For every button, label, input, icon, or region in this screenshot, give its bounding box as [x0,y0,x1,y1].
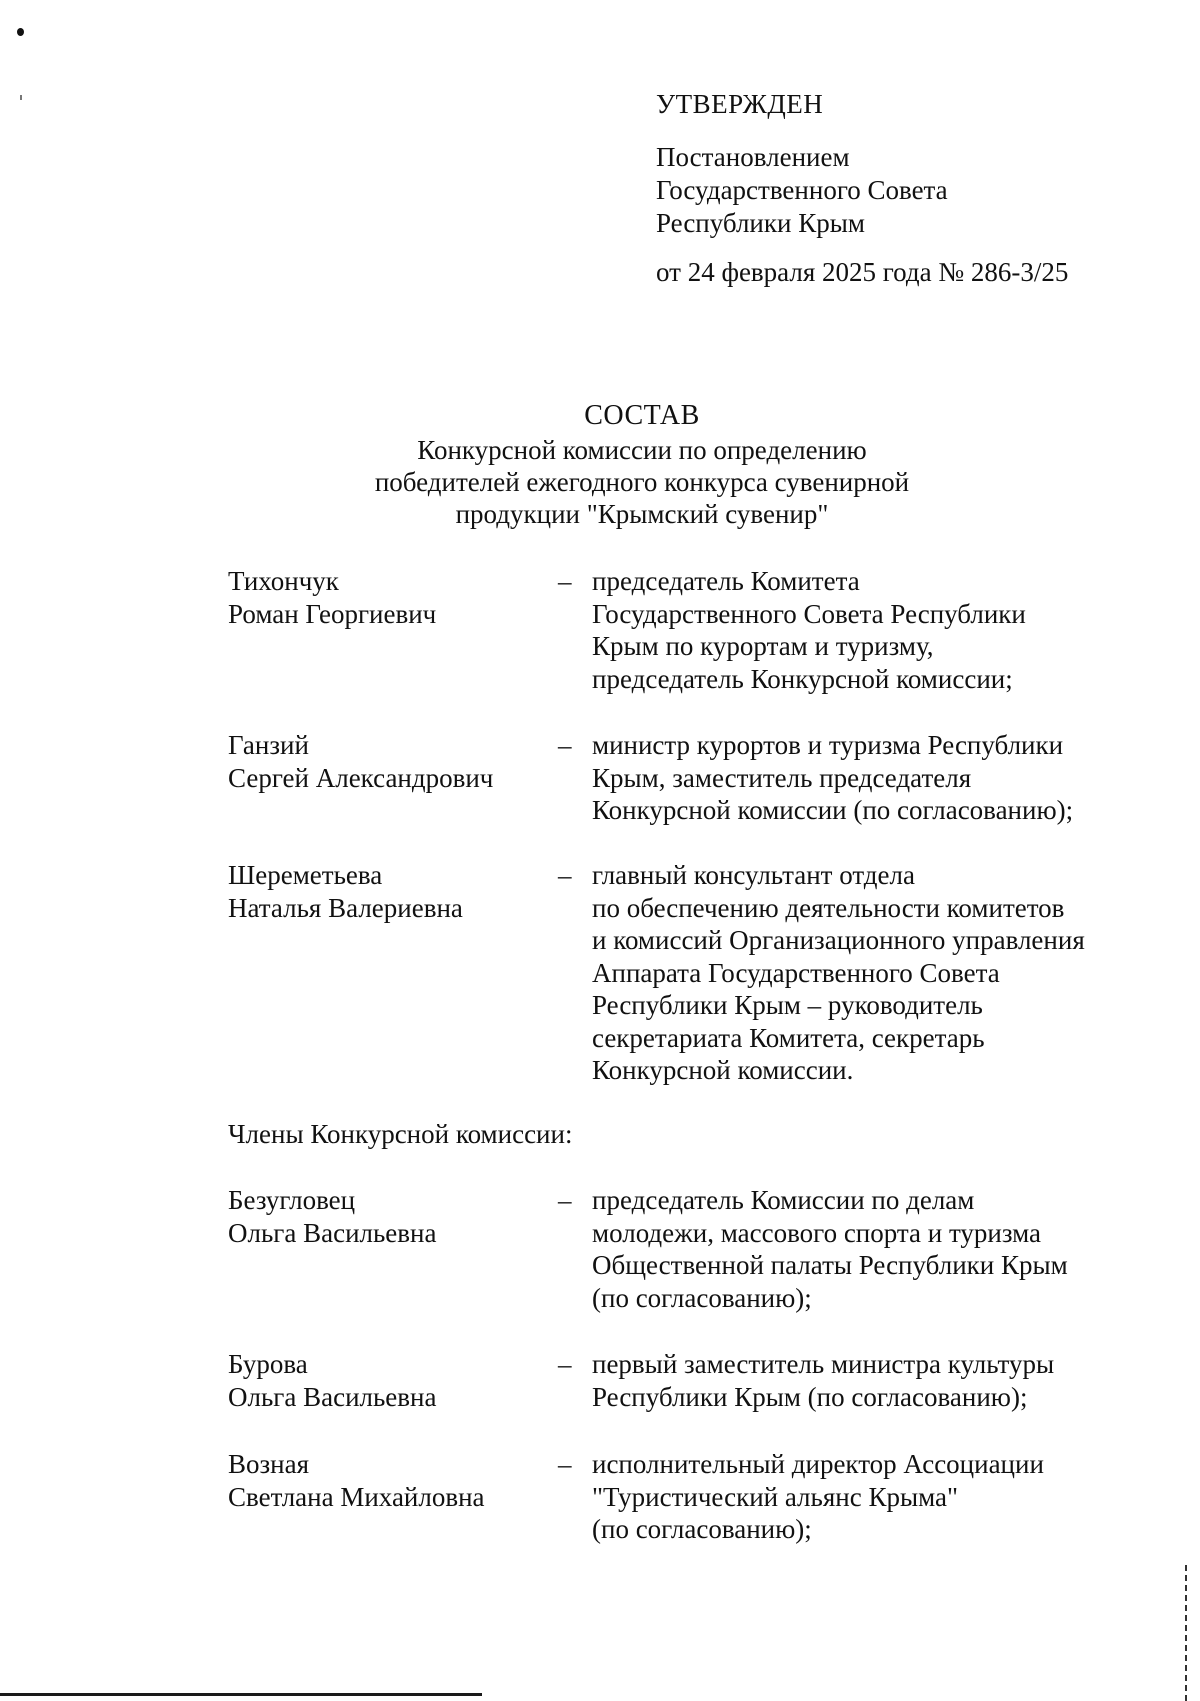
position-line: министр курортов и туризма Республики [592,730,1064,760]
member-name [228,1448,548,1513]
member-name [228,1184,548,1249]
member-name [228,565,548,630]
entry-dash: – [558,566,572,596]
title-line: победителей ежегодного конкурса сувенирной [374,467,910,497]
approval-stamp: УТВЕРЖДЕН [656,89,824,119]
member-surname: Возная [228,1449,310,1479]
position-line: председатель Конкурсной комиссии; [592,663,1013,694]
position-line: и комиссий Организационного управления [592,925,1085,955]
member-given-names: Роман Георгиевич [228,598,437,629]
position-line: председатель Комитета [592,566,860,596]
approval-block [656,88,1068,289]
member-given-names: Сергей Александрович [228,762,494,793]
scan-artifact-line [0,1693,482,1696]
position-line: Общественной палаты Республики Крым [592,1250,1068,1280]
scan-artifact-edge [1185,1565,1187,1701]
members-heading: Члены Конкурсной комиссии: [228,1119,573,1149]
position-line: (по согласованию); [592,1282,812,1313]
position-line: молодежи, массового спорта и туризма [592,1217,1042,1248]
position-line: главный консультант отдела [592,860,915,890]
position-line: секретариата Комитета, секретарь [592,1022,985,1053]
position-line: "Туристический альянс Крыма" [592,1481,959,1512]
member-surname: Ганзий [228,730,309,760]
title-line: Конкурсной комиссии по определению [417,435,867,465]
position-line: Крым по курортам и туризму, [592,631,934,661]
entry-dash: – [558,1185,572,1215]
position-line: (по согласованию); [592,1514,812,1544]
position-line: Государственного Совета Республики [592,598,1026,629]
member-surname: Тихончук [228,566,339,596]
position-line: Аппарата Государственного Совета [592,957,1000,988]
entry-dash: – [558,1449,572,1479]
member-name [228,729,548,794]
approval-line: Республики Крым [656,208,865,238]
document-title [0,400,1200,530]
member-name [228,1348,548,1413]
member-position [592,859,1132,1087]
member-surname: Шереметьева [228,860,383,890]
member-surname: Бурова [228,1349,308,1379]
approval-line: Постановлением [656,142,850,172]
member-position [592,1184,1132,1314]
position-line: первый заместитель министра культуры [592,1349,1055,1379]
title-line: продукции "Крымский сувенир" [455,499,829,529]
position-line: Конкурсной комиссии. [592,1055,854,1085]
scan-artifact-dot [17,28,24,36]
position-line: по обеспечению деятельности комитетов [592,892,1065,923]
approval-date: от 24 февраля 2025 года № 286-3/25 [656,257,1069,287]
member-position [592,729,1132,827]
entry-dash: – [558,860,572,890]
position-line: Конкурсной комиссии (по согласованию); [592,795,1074,825]
position-line: Республики Крым (по согласованию); [592,1381,1028,1412]
member-position [592,565,1132,695]
position-line: Крым, заместитель председателя [592,762,972,793]
scan-artifact-speck [20,95,22,100]
title-heading: СОСТАВ [584,400,700,431]
position-line: Республики Крым – руководитель [592,990,983,1020]
member-given-names: Светлана Михайловна [228,1481,485,1512]
member-given-names: Ольга Васильевна [228,1381,437,1412]
entry-dash: – [558,730,572,760]
position-line: председатель Комиссии по делам [592,1185,975,1215]
member-name [228,859,548,924]
entry-dash: – [558,1349,572,1379]
approval-line: Государственного Совета [656,175,948,205]
member-position [592,1348,1132,1413]
member-surname: Безугловец [228,1185,356,1215]
member-position [592,1448,1132,1546]
member-given-names: Наталья Валериевна [228,892,463,923]
position-line: исполнительный директор Ассоциации [592,1449,1044,1479]
member-given-names: Ольга Васильевна [228,1217,437,1248]
